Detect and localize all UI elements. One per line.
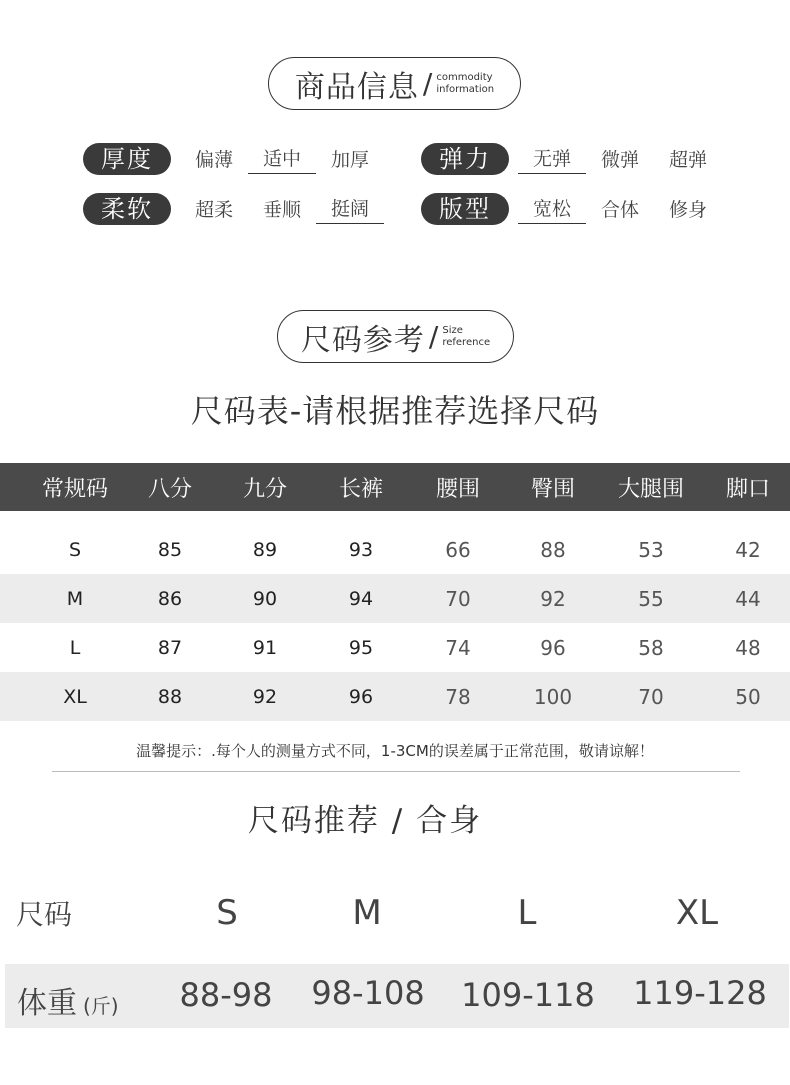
attr-elasticity <box>421 143 722 175</box>
table-cell: 50 <box>735 684 761 709</box>
recommend-heading: 尺码推荐 / 合身 <box>247 803 483 839</box>
table-cell: 44 <box>735 586 761 611</box>
rec-size: XL <box>675 893 719 933</box>
size-reference-title <box>277 310 514 363</box>
attr-option: 加厚 <box>330 148 369 171</box>
attr-fit <box>421 193 722 225</box>
attr-option: 偏薄 <box>194 148 233 171</box>
attr-tag-fit: 版型 <box>421 193 509 225</box>
attr-thickness <box>83 143 384 175</box>
table-cell: 94 <box>348 587 374 610</box>
table-cell: 92 <box>252 685 278 708</box>
attr-option: 合体 <box>600 198 639 221</box>
table-row <box>0 574 790 623</box>
size-table <box>0 463 790 721</box>
attr-softness <box>83 193 384 225</box>
table-cell: 90 <box>252 587 278 610</box>
attr-option-selected: 宽松 <box>518 194 586 224</box>
weight-label <box>17 978 119 1022</box>
attr-tag-elasticity: 弹力 <box>421 143 509 175</box>
table-cell: 48 <box>735 635 761 660</box>
weight-value: 119-128 <box>633 974 767 1012</box>
title-slash: / <box>428 320 439 353</box>
rec-size: M <box>352 893 382 933</box>
table-cell: 70 <box>638 684 664 709</box>
measurement-note: 温馨提示：.每个人的测量方式不同，1-3CM的误差属于正常范围，敬请谅解！ <box>136 742 654 760</box>
table-cell: 70 <box>445 586 471 611</box>
weight-value: 109-118 <box>461 976 595 1014</box>
table-cell: 78 <box>445 684 471 709</box>
size-table-heading: 尺码表-请根据推荐选择尺码 <box>190 392 600 430</box>
table-cell: 89 <box>252 538 278 561</box>
table-row <box>0 623 790 672</box>
weight-value: 98-108 <box>311 974 425 1012</box>
table-cell: 96 <box>540 635 566 660</box>
table-cell: 88 <box>157 685 183 708</box>
table-cell: 74 <box>445 635 471 660</box>
table-cell: 88 <box>540 537 566 562</box>
table-cell: 85 <box>157 538 183 561</box>
divider <box>52 771 740 772</box>
table-row <box>0 672 790 721</box>
size-ref-title-cn: 尺码参考 <box>300 322 425 358</box>
commodity-title-cn: 商品信息 <box>294 69 419 105</box>
table-cell: S <box>68 538 82 561</box>
header-cell: 臀围 <box>530 476 575 502</box>
table-cell: 53 <box>638 537 664 562</box>
attr-option: 超弹 <box>668 148 707 171</box>
table-cell: 55 <box>638 586 664 611</box>
weight-label-text: 体重 <box>17 986 77 1021</box>
header-cell: 九分 <box>242 476 287 502</box>
attr-option: 垂顺 <box>262 198 301 221</box>
attr-option: 超柔 <box>194 198 233 221</box>
table-cell: M <box>66 587 84 610</box>
size-label: 尺码 <box>16 898 73 931</box>
header-cell: 长裤 <box>338 476 383 502</box>
header-cell: 常规码 <box>41 476 108 502</box>
table-header <box>0 463 790 511</box>
header-cell: 八分 <box>147 476 192 502</box>
table-cell: 96 <box>348 685 374 708</box>
header-cell: 腰围 <box>435 476 480 502</box>
weight-value: 88-98 <box>179 976 273 1014</box>
attr-tag-thickness: 厚度 <box>83 143 171 175</box>
attr-option: 微弹 <box>600 148 639 171</box>
commodity-title-en: commodity information <box>436 71 495 95</box>
table-cell: 93 <box>348 538 374 561</box>
table-cell: XL <box>63 685 87 708</box>
table-cell: 86 <box>157 587 183 610</box>
table-cell: 66 <box>445 537 471 562</box>
attr-option-selected: 适中 <box>248 144 316 174</box>
table-cell: 100 <box>533 684 573 709</box>
title-slash: / <box>422 67 433 100</box>
commodity-info-title <box>268 57 521 110</box>
rec-size: S <box>216 893 238 933</box>
attr-option-selected: 无弹 <box>518 144 586 174</box>
header-cell: 大腿围 <box>617 476 684 502</box>
header-cell: 脚口 <box>725 476 770 502</box>
table-cell: L <box>69 636 81 659</box>
attr-option-selected: 挺阔 <box>316 194 384 224</box>
table-cell: 95 <box>348 636 374 659</box>
table-cell: 42 <box>735 537 761 562</box>
table-cell: 92 <box>540 586 566 611</box>
table-cell: 87 <box>157 636 183 659</box>
attr-option: 修身 <box>668 198 707 221</box>
size-ref-title-en: Size reference <box>442 324 491 348</box>
attr-tag-softness: 柔软 <box>83 193 171 225</box>
table-cell: 58 <box>638 635 664 660</box>
table-cell: 91 <box>252 636 278 659</box>
table-row <box>0 525 790 574</box>
weight-unit: (斤) <box>83 994 119 1018</box>
rec-size: L <box>517 893 537 933</box>
